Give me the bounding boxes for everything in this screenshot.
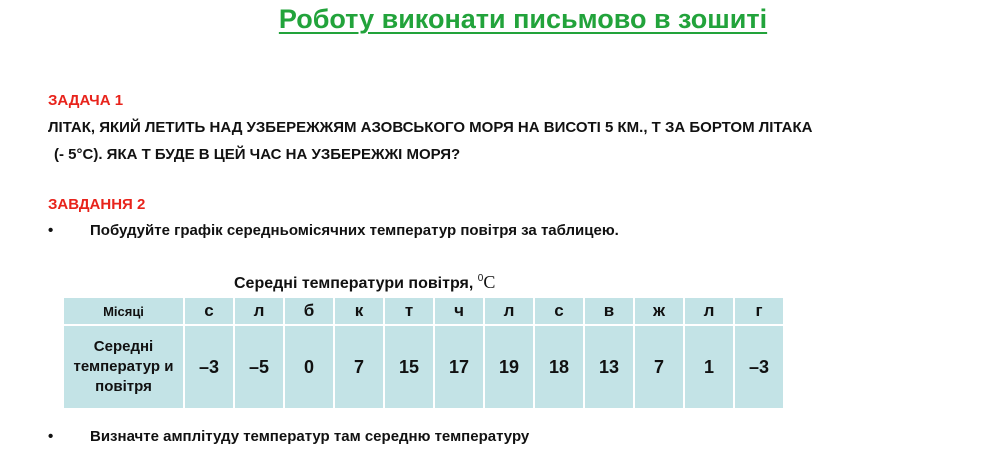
table-caption-text: Середні температури повітря, bbox=[234, 275, 474, 292]
months-header: Місяці bbox=[64, 298, 184, 325]
value-cell: –3 bbox=[184, 325, 234, 408]
task2-bullet-2 bbox=[48, 428, 529, 445]
task2-heading: ЗАВДАННЯ 2 bbox=[48, 196, 146, 213]
task1-line-2: (- 5°С). ЯКА Т БУДЕ В ЦЕЙ ЧАС НА УЗБЕРЕЖЖІ МОРЯ? bbox=[54, 146, 461, 163]
value-cell: 1 bbox=[684, 325, 734, 408]
value-cell: 18 bbox=[534, 325, 584, 408]
month-cell: т bbox=[384, 298, 434, 325]
month-cell: в bbox=[584, 298, 634, 325]
bullet-icon: • bbox=[48, 222, 54, 239]
values-header: Середні температур и повітря bbox=[64, 325, 184, 408]
task1-line-1: ЛІТАК, ЯКИЙ ЛЕТИТЬ НАД УЗБЕРЕЖЖЯМ АЗОВСЬКОГО МОРЯ НА ВИСОТІ 5 КМ., Т ЗА БОРТОМ ЛІТАКА bbox=[48, 119, 813, 136]
month-cell: л bbox=[684, 298, 734, 325]
table-caption bbox=[234, 272, 495, 293]
months-row bbox=[64, 298, 783, 325]
value-cell: 0 bbox=[284, 325, 334, 408]
degree-mark: 0 bbox=[477, 273, 484, 284]
bullet-icon: • bbox=[48, 428, 54, 445]
value-cell: 17 bbox=[434, 325, 484, 408]
month-cell: г bbox=[734, 298, 783, 325]
month-cell: к bbox=[334, 298, 384, 325]
month-cell: ж bbox=[634, 298, 684, 325]
month-cell: б bbox=[284, 298, 334, 325]
month-cell: ч bbox=[434, 298, 484, 325]
value-cell: –5 bbox=[234, 325, 284, 408]
value-cell: 19 bbox=[484, 325, 534, 408]
month-cell: л bbox=[484, 298, 534, 325]
value-cell: 15 bbox=[384, 325, 434, 408]
value-cell: 13 bbox=[584, 325, 634, 408]
task2-bullet-2-text: Визначте амплітуду температур там середню температуру bbox=[90, 428, 530, 445]
month-cell: л bbox=[234, 298, 284, 325]
month-cell: с bbox=[534, 298, 584, 325]
value-cell: –3 bbox=[748, 356, 770, 377]
page-title: Роботу виконати письмово в зошиті bbox=[278, 4, 768, 34]
month-cell: с bbox=[184, 298, 234, 325]
task1-heading: ЗАДАЧА 1 bbox=[48, 92, 124, 109]
task2-bullet-1-text: Побудуйте графік середньомісячних температур повітря за таблицею. bbox=[90, 222, 619, 239]
value-cell: 7 bbox=[634, 325, 684, 408]
unit-label: С bbox=[483, 272, 496, 292]
value-cell: 7 bbox=[334, 325, 384, 408]
values-row bbox=[64, 325, 783, 408]
task2-bullet-1 bbox=[48, 222, 619, 239]
temperature-table bbox=[64, 298, 783, 408]
